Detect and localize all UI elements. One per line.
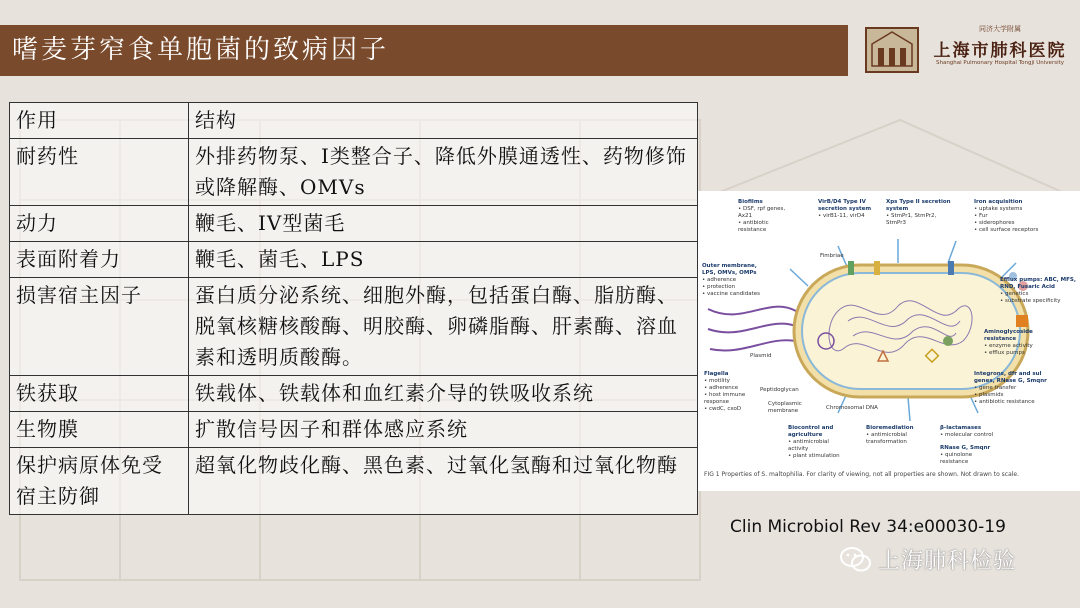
role-cell: 表面附着力 [10,242,189,278]
header-cell: 作用 [10,103,189,139]
table-row [10,448,698,515]
structure-cell: 铁载体、铁载体和血红素介导的铁吸收系统 [189,376,698,412]
label-biofilms: Biofilms • DSF, rpf genes, Ax21 • antibiotic resistance [738,199,786,233]
label-peptidoglycan: Peptidoglycan [760,387,799,393]
table-row [10,206,698,242]
structure-cell: 鞭毛、菌毛、LPS [189,242,698,278]
table-row [10,412,698,448]
logo-hospital-name: 上海市肺科医院 [933,41,1067,61]
role-cell: 生物膜 [10,412,189,448]
structure-cell: 鞭毛、IV型菌毛 [189,206,698,242]
citation: Clin Microbiol Rev 34:e00030-19 [730,517,1006,537]
label-iron-acquisition: Iron acquisition • uptake systems • Fur • siderophores • cell surface receptors [974,199,1039,233]
watermark [840,544,1016,575]
figure-caption: FIG 1 Properties of S. maltophilia. For clarity of viewing, not all properties are shown. Not drawn to scale. [704,471,1020,478]
watermark-text: 上海肺科检验 [878,549,1017,574]
label-efflux-pumps: Efflux pumps: ABC, MFS, RND, Fusaric Acid • genetics • substrate specificity [1000,277,1076,304]
label-plasmid: Plasmid [750,353,772,359]
table-row [10,376,698,412]
label-flagella: Flagella • motility • adherence • host immune response • cwdC, cxoD [704,371,746,412]
wechat-icon [840,546,872,574]
label-integrons: Integrons, dfr and sul genes, RNase G, Smqnr • gene transfer • plasmids • antibiotic resistance [974,371,1047,405]
role-cell: 耐药性 [10,139,189,206]
table-row [10,139,698,206]
label-beta-lactamases: β-lactamases • molecular control [940,425,994,438]
label-xps: Xps Type II secretion system • StmPr1, StmPr2, StmPr3 [886,199,951,226]
hospital-seal-icon [864,26,920,74]
label-bioremediation: Bioremediation • antimicrobial transformation [866,425,914,445]
label-chromosomal-dna: Chromosomal DNA [826,405,878,411]
role-cell: 动力 [10,206,189,242]
label-rnase: RNase G, Smqnr • quinolone resistance [940,445,991,465]
logo-english-name: Shanghai Pulmonary Hospital Tongji University [935,60,1065,66]
table-row [10,242,698,278]
structure-cell: 超氧化物歧化酶、黑色素、过氧化氢酶和过氧化物酶 [189,448,698,515]
role-cell: 损害宿主因子 [10,278,189,376]
label-virb: VirB/D4 Type IV secretion system • virB1-11, virD4 [818,199,872,219]
logo-affiliation: 同济大学附属 [979,25,1021,33]
header-cell: 结构 [189,103,698,139]
table-row [10,278,698,376]
label-biocontrol: Biocontrol and agriculture • antimicrobial activity • plant stimulation [788,425,840,459]
label-aminoglycoside: Aminoglycoside resistance • enzyme activity • efflux pumps [984,329,1033,356]
label-cytoplasmic-membrane: Cytoplasmic membrane [768,401,802,414]
label-fimbriae: Fimbriae [820,253,844,259]
role-cell: 保护病原体免受宿主防御 [10,448,189,515]
label-outer-membrane: Outer membrane, LPS, OMVs, OMPs • adherence • protection • vaccine candidates [702,263,760,297]
structure-cell: 蛋白质分泌系统、细胞外酶，包括蛋白酶、脂肪酶、脱氧核糖核酸酶、明胶酶、卵磷脂酶、肝素酶、溶血素和透明质酸酶。 [189,278,698,376]
structure-cell: 外排药物泵、I类整合子、降低外膜通透性、药物修饰或降解酶、OMVs [189,139,698,206]
virulence-factor-table [9,102,698,515]
bacteria-properties-figure [698,191,1080,491]
structure-cell: 扩散信号因子和群体感应系统 [189,412,698,448]
role-cell: 铁获取 [10,376,189,412]
table-header-row [10,103,698,139]
hospital-logo [864,24,1072,76]
slide-title: 嗜麦芽窄食单胞菌的致病因子 [0,25,848,76]
